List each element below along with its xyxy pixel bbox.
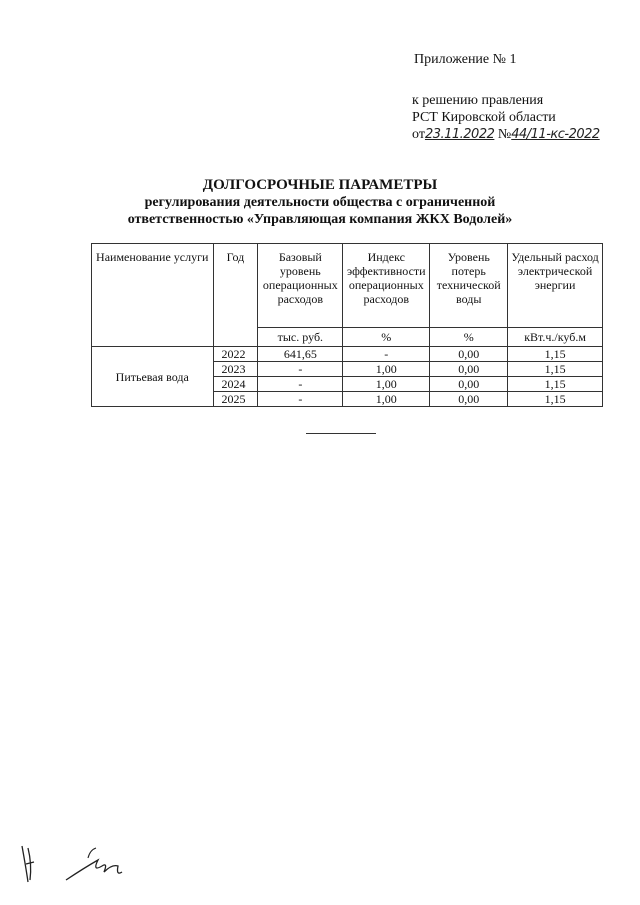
parameters-table <box>91 243 603 407</box>
cell-losses: 0,00 <box>430 347 508 362</box>
handwritten-date: 23.11.2022 <box>424 127 495 142</box>
unit-energy-consumption: кВт.ч./куб.м <box>508 328 603 347</box>
cell-index: 1,00 <box>343 362 430 377</box>
cell-year: 2023 <box>213 362 258 377</box>
header-water-losses: Уровень потерь технической воды <box>430 244 508 328</box>
decision-block <box>412 92 600 143</box>
cell-index: - <box>343 347 430 362</box>
cell-losses: 0,00 <box>430 362 508 377</box>
appendix-label: Приложение № 1 <box>414 52 517 67</box>
closing-divider <box>306 433 376 434</box>
cell-losses: 0,00 <box>430 392 508 407</box>
cell-energy: 1,15 <box>508 377 603 392</box>
table-row <box>92 347 603 362</box>
date-prefix: от <box>412 127 425 142</box>
number-prefix: № <box>497 127 512 142</box>
unit-efficiency-index: % <box>343 328 430 347</box>
cell-year: 2024 <box>213 377 258 392</box>
header-energy-consumption: Удельный расход электрической энергии <box>508 244 603 328</box>
unit-water-losses: % <box>430 328 508 347</box>
table-header-row <box>92 244 603 328</box>
cell-base: - <box>258 392 343 407</box>
decision-line-2: РСТ Кировской области <box>412 110 556 125</box>
header-efficiency-index: Индекс эффективности операционных расходов <box>343 244 430 328</box>
cell-year: 2022 <box>213 347 258 362</box>
cell-index: 1,00 <box>343 377 430 392</box>
cell-energy: 1,15 <box>508 347 603 362</box>
header-service: Наименование услуги <box>92 244 214 347</box>
decision-line-1: к решению правления <box>412 93 544 108</box>
title-line-3: ответственностью «Управляющая компания ЖКХ Водолей» <box>127 212 513 227</box>
handwritten-signature-icon <box>18 838 138 888</box>
title-line-1: ДОЛГОСРОЧНЫЕ ПАРАМЕТРЫ <box>202 177 438 193</box>
header-year: Год <box>213 244 258 347</box>
cell-losses: 0,00 <box>430 377 508 392</box>
cell-energy: 1,15 <box>508 362 603 377</box>
handwritten-number: 44/11-кс-2022 <box>511 127 600 142</box>
cell-year: 2025 <box>213 392 258 407</box>
service-name: Питьевая вода <box>92 347 214 407</box>
cell-index: 1,00 <box>343 392 430 407</box>
cell-base: - <box>258 377 343 392</box>
cell-base: 641,65 <box>258 347 343 362</box>
unit-base-opex: тыс. руб. <box>258 328 343 347</box>
title-line-2: регулирования деятельности общества с ограниченной <box>144 195 496 210</box>
header-base-opex: Базовый уровень операционных расходов <box>258 244 343 328</box>
cell-energy: 1,15 <box>508 392 603 407</box>
cell-base: - <box>258 362 343 377</box>
decision-date-number <box>412 126 600 143</box>
document-title <box>0 177 640 228</box>
